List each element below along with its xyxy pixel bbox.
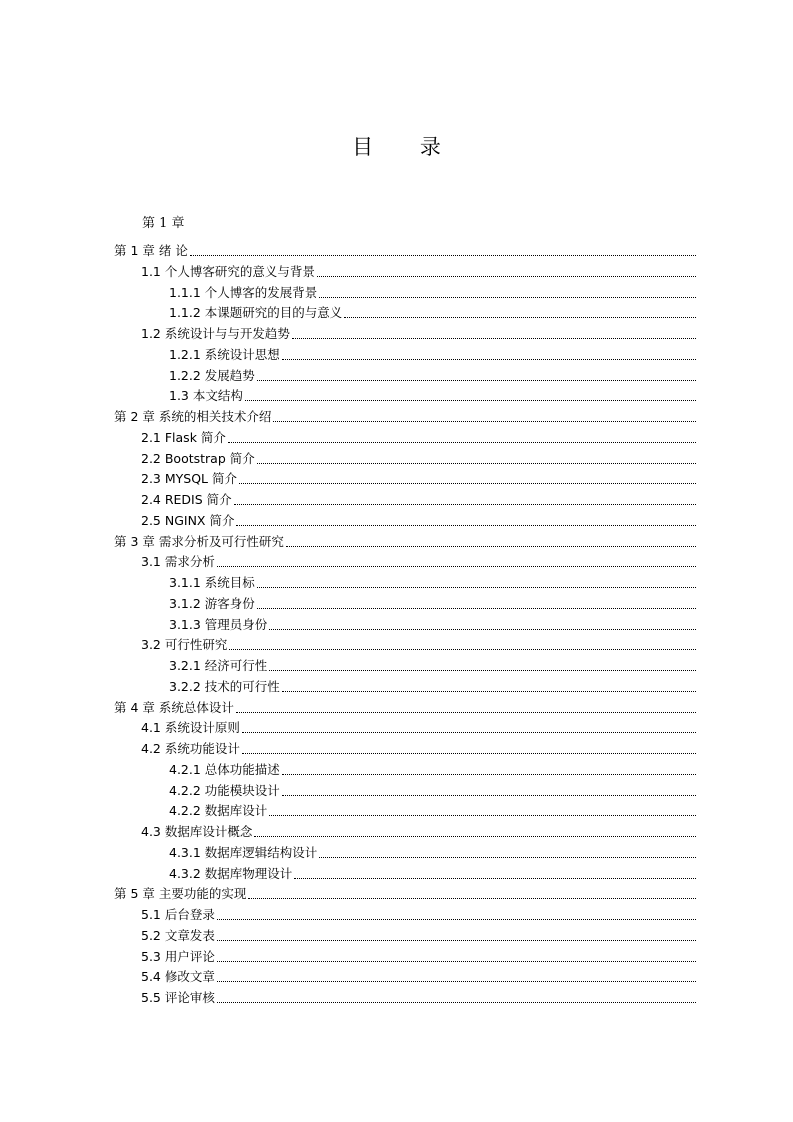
toc-dot-leader bbox=[190, 255, 696, 256]
toc-dot-leader bbox=[228, 442, 696, 443]
toc-entry[interactable] bbox=[141, 489, 696, 509]
toc-entry[interactable] bbox=[169, 282, 696, 302]
toc-dot-leader bbox=[282, 795, 696, 796]
toc-entry[interactable] bbox=[141, 510, 696, 530]
toc-entry-label: 1.1.1 个人博客的发展背景 bbox=[169, 284, 318, 300]
toc-entry-label: 4.1 系统设计原则 bbox=[141, 720, 240, 736]
toc-dot-leader bbox=[217, 940, 696, 941]
toc-entry-label: 5.3 用户评论 bbox=[141, 948, 215, 964]
toc-entry[interactable] bbox=[141, 427, 696, 447]
toc-entry-label: 2.3 MYSQL 简介 bbox=[141, 471, 237, 487]
toc-entry-label: 第 1 章 绪 论 bbox=[114, 243, 188, 258]
toc-entry-label: 1.2.2 发展趋势 bbox=[169, 367, 255, 383]
toc-entry-label: 3.1.3 管理员身份 bbox=[169, 616, 268, 632]
toc-entry[interactable] bbox=[141, 717, 696, 737]
toc-entry-label: 2.1 Flask 简介 bbox=[141, 429, 226, 445]
toc-dot-leader bbox=[319, 857, 696, 858]
toc-entry[interactable] bbox=[169, 593, 696, 613]
toc-entry[interactable] bbox=[141, 946, 696, 966]
toc-entry[interactable] bbox=[141, 904, 696, 924]
toc-entry-label: 4.2.2 功能模块设计 bbox=[169, 782, 280, 798]
toc-dot-leader bbox=[236, 525, 696, 526]
toc-entry[interactable] bbox=[169, 863, 696, 883]
toc-entry[interactable] bbox=[114, 883, 696, 903]
toc-entry[interactable] bbox=[169, 572, 696, 592]
toc-entry[interactable] bbox=[141, 323, 696, 343]
toc-entry-label: 第 3 章 需求分析及可行性研究 bbox=[114, 533, 284, 549]
toc-entry[interactable] bbox=[141, 987, 696, 1007]
toc-dot-leader bbox=[282, 691, 696, 692]
toc-dot-leader bbox=[245, 400, 696, 401]
toc-entry[interactable] bbox=[169, 780, 696, 800]
toc-dot-leader bbox=[269, 815, 696, 816]
toc-dot-leader bbox=[319, 297, 696, 298]
toc-entry[interactable] bbox=[141, 448, 696, 468]
toc-dot-leader bbox=[217, 961, 696, 962]
toc-dot-leader bbox=[229, 649, 696, 650]
toc-dot-leader bbox=[248, 898, 696, 899]
toc-entry[interactable] bbox=[114, 240, 696, 260]
toc-dot-leader bbox=[217, 566, 696, 567]
toc-dot-leader bbox=[282, 774, 696, 775]
toc-dot-leader bbox=[236, 712, 696, 713]
toc-entry-label: 4.2.2 数据库设计 bbox=[169, 803, 268, 819]
toc-entry[interactable] bbox=[169, 759, 696, 779]
toc-entry[interactable] bbox=[169, 302, 696, 322]
page-title: 目 录 bbox=[352, 135, 461, 159]
toc-dot-leader bbox=[292, 338, 696, 339]
toc-entry-label: 3.2.2 技术的可行性 bbox=[169, 678, 280, 694]
toc-entry-label: 1.1 个人博客研究的意义与背景 bbox=[141, 263, 315, 279]
toc-entry[interactable] bbox=[169, 365, 696, 385]
toc-entry-label: 第 2 章 系统的相关技术介绍 bbox=[114, 409, 272, 424]
toc-entry-label: 5.5 评论审核 bbox=[141, 990, 215, 1005]
toc-entry[interactable] bbox=[114, 531, 696, 551]
toc-dot-leader bbox=[217, 1002, 696, 1003]
chapter-hint: 第 1 章 bbox=[142, 216, 185, 231]
toc-entry-label: 第 4 章 系统总体设计 bbox=[114, 699, 234, 715]
toc-dot-leader bbox=[257, 380, 696, 381]
toc-dot-leader bbox=[217, 919, 696, 920]
toc-entry[interactable] bbox=[141, 551, 696, 571]
toc-entry[interactable] bbox=[169, 344, 696, 364]
toc-entry[interactable] bbox=[141, 821, 696, 841]
toc-dot-leader bbox=[317, 276, 696, 277]
toc-entry[interactable] bbox=[169, 385, 696, 405]
toc-entry[interactable] bbox=[169, 655, 696, 675]
toc-dot-leader bbox=[344, 317, 696, 318]
toc-entry-label: 1.1.2 本课题研究的目的与意义 bbox=[169, 305, 343, 321]
toc-dot-leader bbox=[234, 504, 696, 505]
toc-entry-label: 第 5 章 主要功能的实现 bbox=[114, 886, 247, 902]
toc-entry[interactable] bbox=[141, 261, 696, 281]
toc-entry-label: 5.2 文章发表 bbox=[141, 927, 215, 943]
toc-entry[interactable] bbox=[141, 468, 696, 488]
toc-entry-label: 4.2.1 总体功能描述 bbox=[169, 761, 280, 777]
toc-entry[interactable] bbox=[141, 738, 696, 758]
toc-entry[interactable] bbox=[169, 614, 696, 634]
toc-entry-label: 3.1.1 系统目标 bbox=[169, 575, 255, 590]
toc-entry-label: 2.5 NGINX 简介 bbox=[141, 512, 235, 528]
toc-entry-label: 5.1 后台登录 bbox=[141, 907, 215, 922]
toc-dot-leader bbox=[242, 732, 696, 733]
toc-entry[interactable] bbox=[141, 634, 696, 654]
toc-entry-label: 1.2.1 系统设计思想 bbox=[169, 346, 280, 362]
toc-entry-label: 3.1 需求分析 bbox=[141, 554, 215, 570]
toc-entry-label: 1.2 系统设计与与开发趋势 bbox=[141, 326, 290, 341]
toc-dot-leader bbox=[257, 608, 696, 609]
toc-dot-leader bbox=[217, 981, 696, 982]
toc-entry-label: 1.3 本文结构 bbox=[169, 388, 243, 404]
toc-entry-label: 2.4 REDIS 简介 bbox=[141, 492, 232, 507]
toc-entry[interactable] bbox=[169, 800, 696, 820]
toc-dot-leader bbox=[242, 753, 696, 754]
toc-entry[interactable] bbox=[114, 697, 696, 717]
toc-dot-leader bbox=[269, 670, 696, 671]
toc-entry-label: 5.4 修改文章 bbox=[141, 969, 215, 985]
toc-dot-leader bbox=[269, 629, 696, 630]
toc-dot-leader bbox=[294, 878, 696, 879]
toc-entry-label: 4.3.2 数据库物理设计 bbox=[169, 865, 293, 881]
toc-dot-leader bbox=[257, 587, 696, 588]
toc-dot-leader bbox=[282, 359, 696, 360]
toc-entry[interactable] bbox=[141, 966, 696, 986]
toc-entry-label: 4.2 系统功能设计 bbox=[141, 741, 240, 756]
toc-dot-leader bbox=[254, 836, 696, 837]
toc-entry-label: 3.2.1 经济可行性 bbox=[169, 658, 268, 673]
toc-entry-label: 3.1.2 游客身份 bbox=[169, 595, 255, 611]
toc-entry-label: 2.2 Bootstrap 简介 bbox=[141, 450, 255, 466]
toc-entry[interactable] bbox=[169, 676, 696, 696]
toc-entry[interactable] bbox=[141, 925, 696, 945]
toc-dot-leader bbox=[239, 483, 696, 484]
toc-entry-label: 3.2 可行性研究 bbox=[141, 637, 228, 653]
toc-entry[interactable] bbox=[114, 406, 696, 426]
toc-entry-label: 4.3 数据库设计概念 bbox=[141, 824, 253, 839]
toc-dot-leader bbox=[273, 421, 696, 422]
toc-entry[interactable] bbox=[169, 842, 696, 862]
toc-dot-leader bbox=[286, 546, 696, 547]
toc-dot-leader bbox=[257, 463, 696, 464]
toc-entry-label: 4.3.1 数据库逻辑结构设计 bbox=[169, 844, 318, 860]
